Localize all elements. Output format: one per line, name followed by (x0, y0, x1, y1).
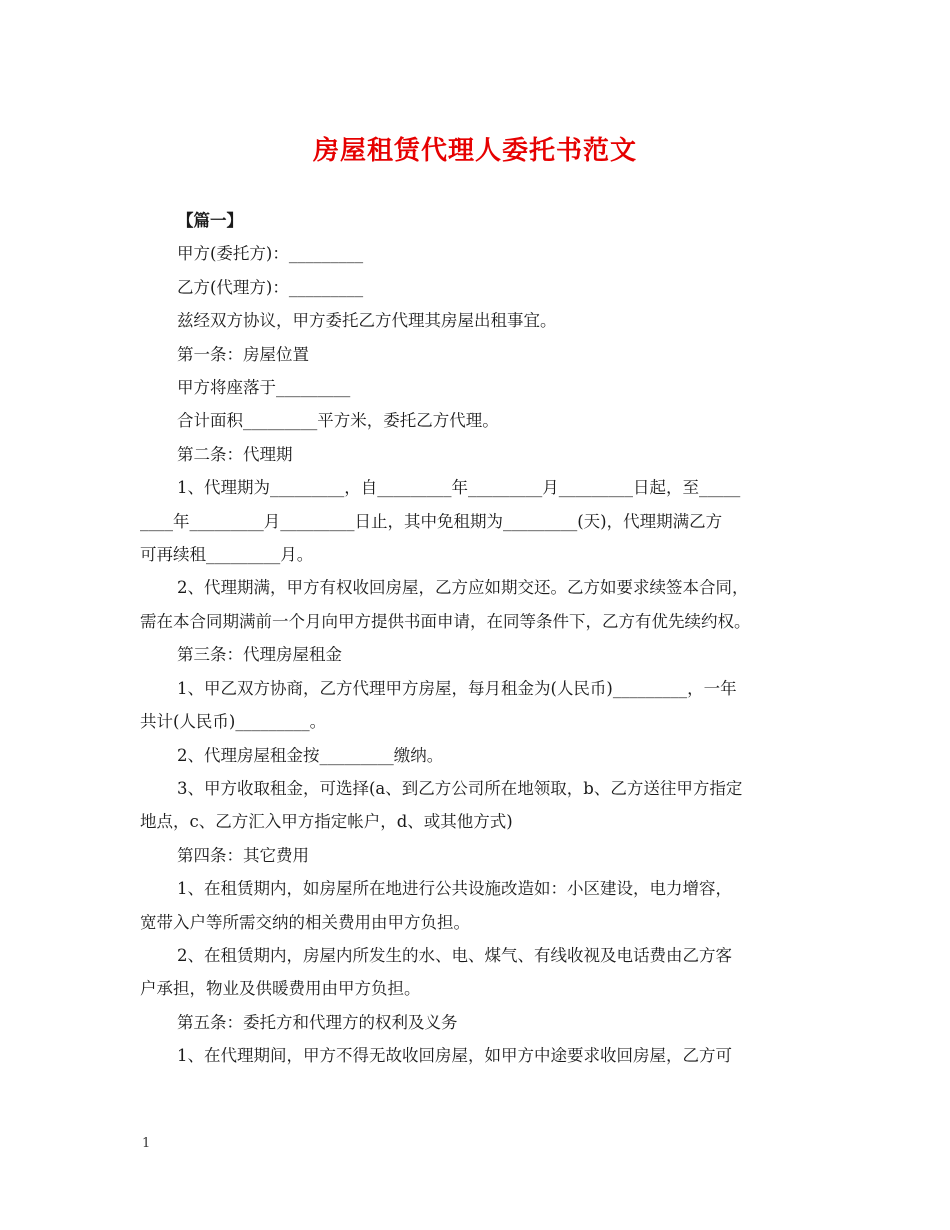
document-title: 房屋租赁代理人委托书范文 (312, 136, 637, 166)
paragraph-line: 2、在租赁期内，房屋内所发生的水、电、煤气、有线收视及电话费由乙方客 (177, 945, 732, 965)
paragraph-line: 3、甲方收取租金，可选择(a、到乙方公司所在地领取，b、乙方送往甲方指定 (177, 778, 743, 798)
document-body (140, 204, 812, 1073)
paragraph-line: 地点，c、乙方汇入甲方指定帐户，d、或其他方式) (140, 812, 513, 832)
paragraph-line: 需在本合同期满前一个月向甲方提供书面申请，在同等条件下，乙方有优先续约权。 (140, 611, 751, 631)
paragraph-line: 第二条：代理期 (177, 444, 293, 464)
paragraph-line: 1、在代理期间，甲方不得无故收回房屋，如甲方中途要求收回房屋，乙方可 (177, 1046, 732, 1066)
paragraph-line: 第四条：其它费用 (177, 845, 309, 865)
paragraph-line: ____年_________月_________日止，其中免租期为_________(天)，代理期满乙方 (140, 511, 723, 531)
paragraph-line: 1、代理期为_________，自_________年_________月_________日起，至_____ (177, 478, 741, 498)
paragraph-line: 兹经双方协议，甲方委托乙方代理其房屋出租事宜。 (177, 311, 557, 331)
page-number: 1 (142, 1136, 151, 1151)
paragraph-line: 合计面积_________平方米，委托乙方代理。 (177, 411, 499, 431)
paragraph-line: 甲方将座落于_________ (177, 378, 351, 398)
paragraph-line: 可再续租_________月。 (140, 545, 314, 565)
paragraph-line: 【篇一】 (177, 211, 243, 230)
paragraph-line: 第五条：委托方和代理方的权利及义务 (177, 1012, 458, 1032)
paragraph-line: 乙方(代理方)：_________ (177, 277, 364, 297)
paragraph-line: 户承担，物业及供暖费用由甲方负担。 (140, 979, 421, 999)
paragraph-line: 2、代理房屋租金按_________缴纳。 (177, 745, 444, 765)
paragraph-line: 1、在租赁期内，如房屋所在地进行公共设施改造如：小区建设，电力增容， (177, 879, 732, 899)
paragraph-line: 第三条：代理房屋租金 (177, 645, 342, 665)
paragraph-line: 甲方(委托方)：_________ (177, 244, 364, 264)
paragraph-line: 第一条：房屋位置 (177, 344, 309, 364)
paragraph-line: 2、代理期满，甲方有权收回房屋，乙方应如期交还。乙方如要求续签本合同， (177, 578, 749, 598)
paragraph-line: 1、甲乙双方协商，乙方代理甲方房屋，每月租金为(人民币)_________，一年 (177, 678, 737, 698)
paragraph-line: 宽带入户等所需交纳的相关费用由甲方负担。 (140, 912, 470, 932)
paragraph-line: 共计(人民币)_________。 (140, 712, 327, 732)
